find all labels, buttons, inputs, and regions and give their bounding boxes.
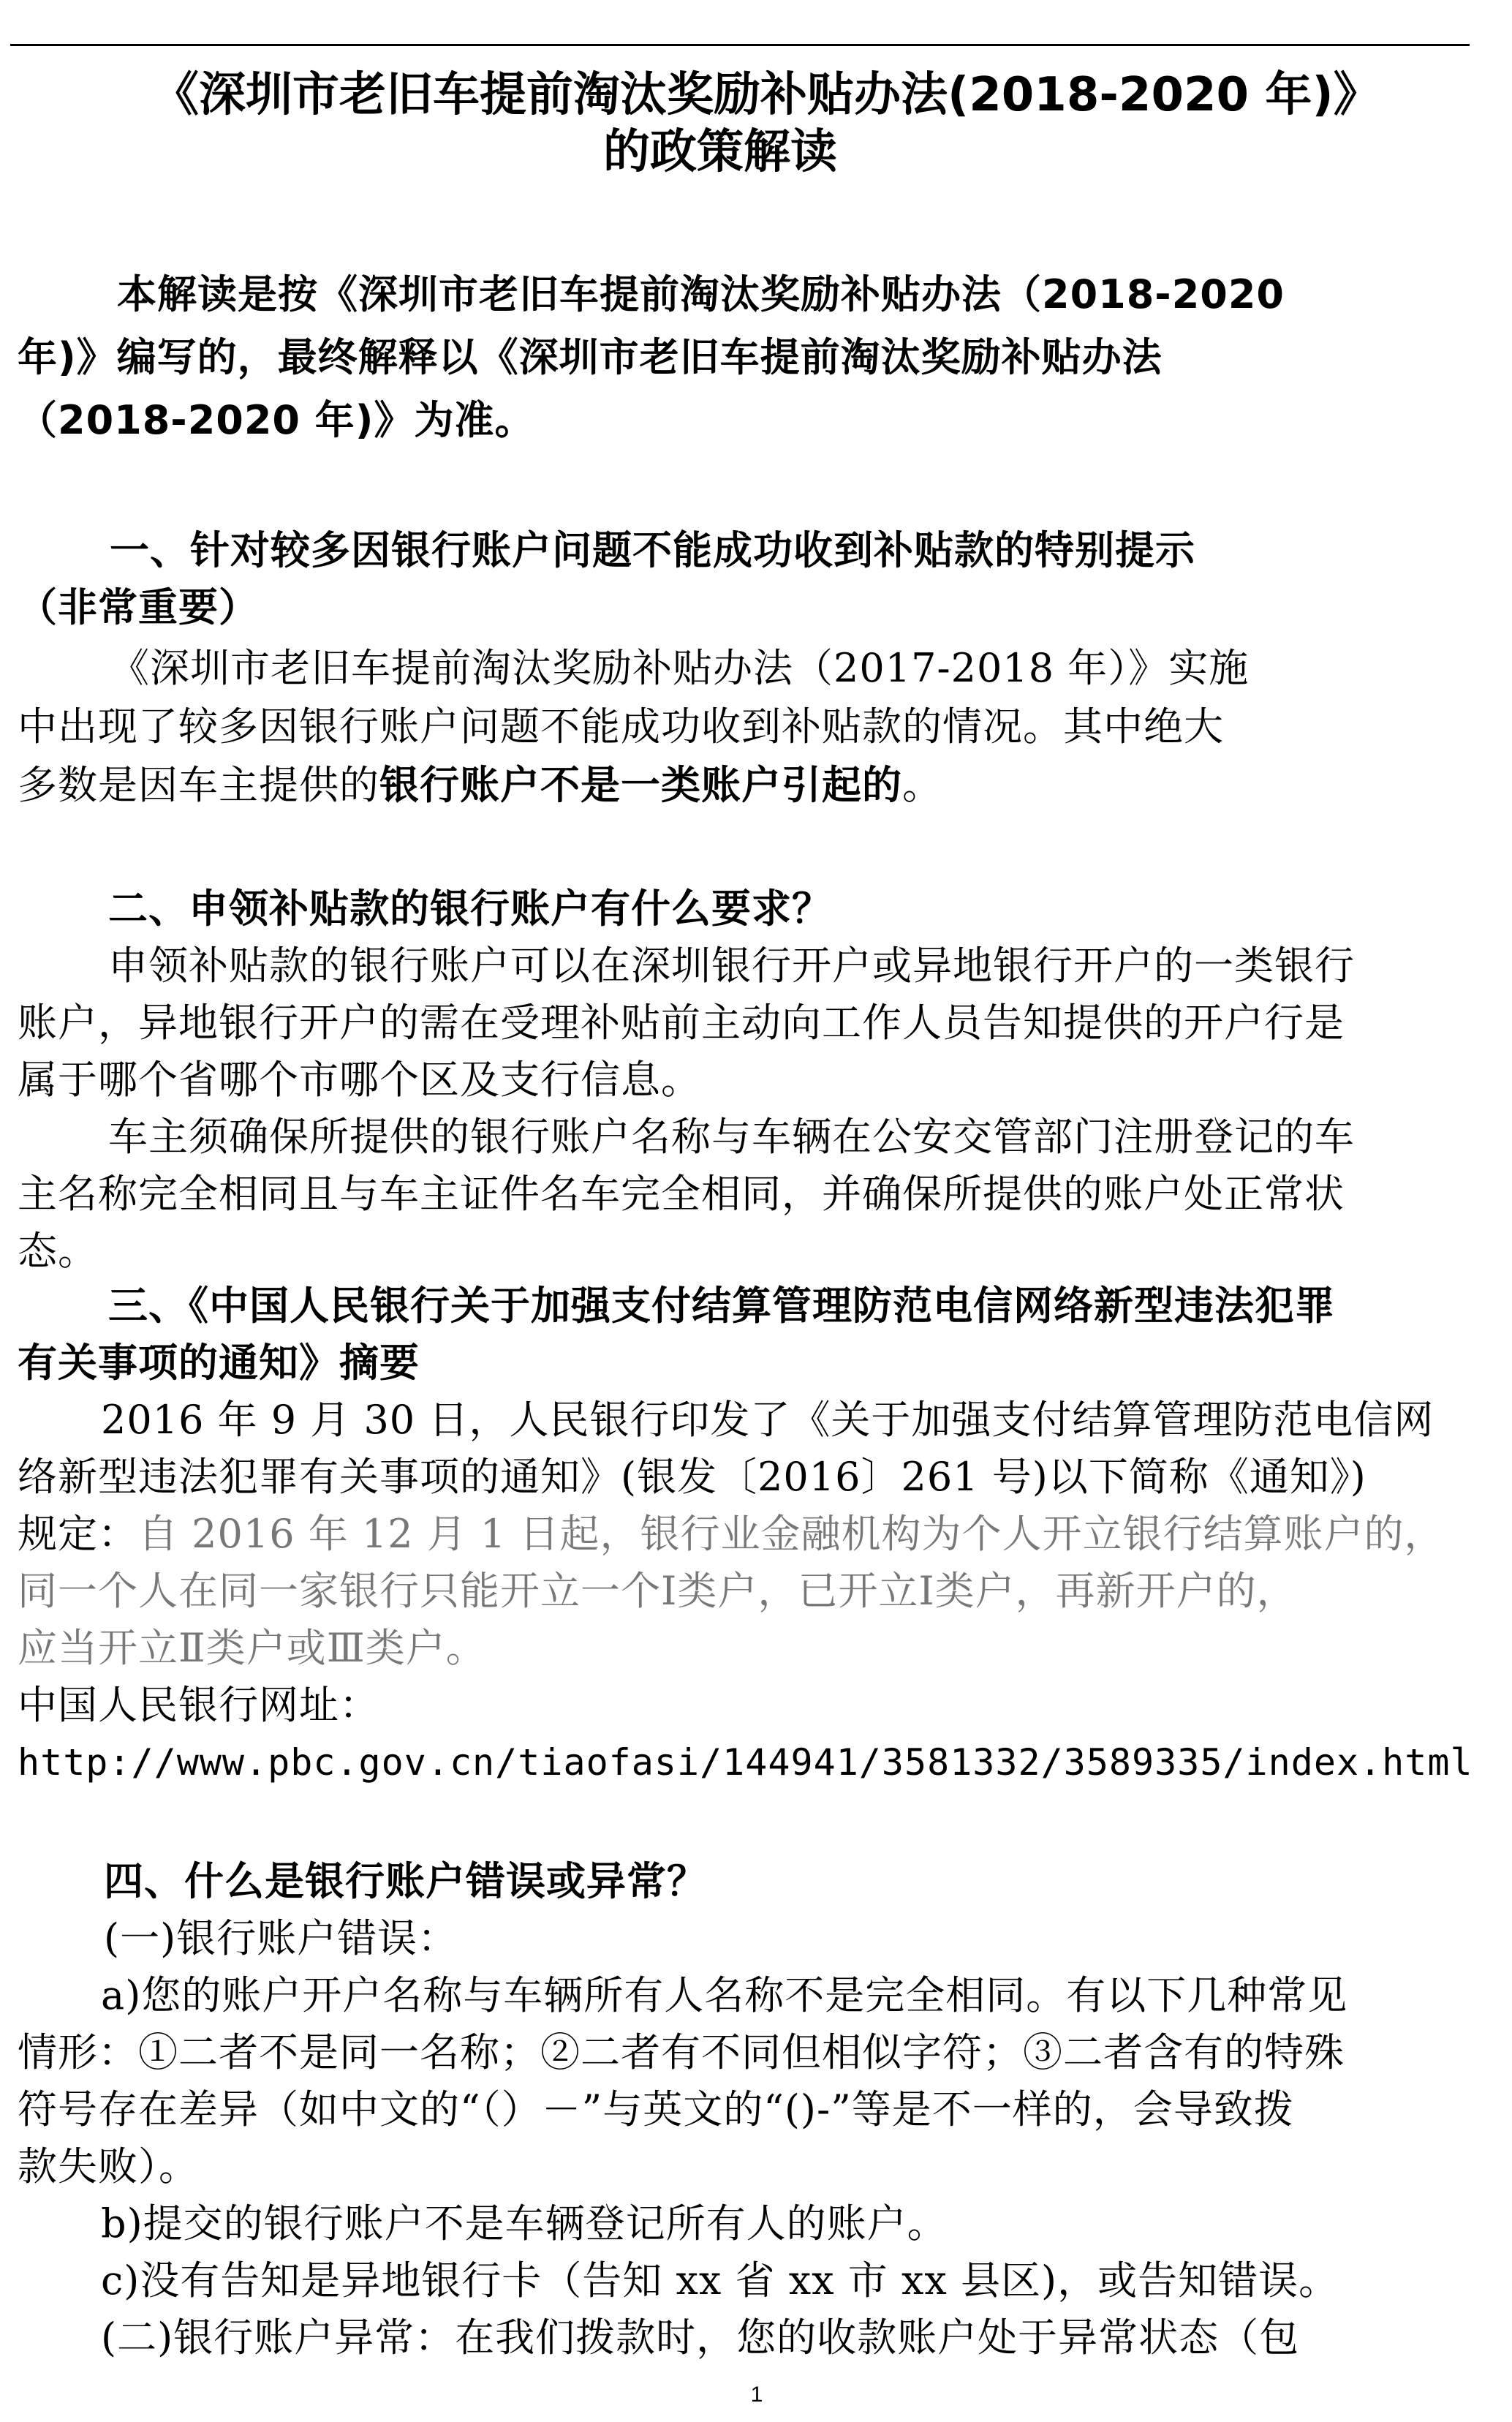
section3-rule-prefix: 规定： <box>18 1511 138 1557</box>
intro-line-3: （2018-2020 年)》为准。 <box>18 397 535 443</box>
section3-body-line-1: 2016 年 9 月 30 日，人民银行印发了《关于加强支付结算管理防范电信网 <box>101 1397 1434 1443</box>
section1-body-line-1: 《深圳市老旧车提前淘汰奖励补贴办法（2017-2018 年）》实施 <box>110 645 1250 691</box>
section3-heading-line-1: 三、《中国人民银行关于加强支付结算管理防范电信网络新型违法犯罪 <box>108 1283 1335 1329</box>
pbc-website-link[interactable]: http://www.pbc.gov.cn/tiaofasi/144941/3581332/3589335/index.html <box>18 1741 1473 1784</box>
section2-heading: 二、申领补贴款的银行账户有什么要求？ <box>108 886 832 932</box>
section2-body-line-4: 车主须确保所提供的银行账户名称与车辆在公安交管部门注册登记的车 <box>108 1114 1355 1160</box>
section2-body-line-2: 账户，异地银行开户的需在受理补贴前主动向工作人员告知提供的开户行是 <box>18 1000 1345 1046</box>
section1-body-prefix: 多数是因车主提供的 <box>18 762 379 808</box>
section3-heading-line-2: 有关事项的通知》摘要 <box>18 1340 420 1386</box>
section2-body-line-6: 态。 <box>18 1228 98 1274</box>
section1-body-emphasis: 银行账户不是一类账户引起的 <box>379 762 902 808</box>
section4-item-b: b)提交的银行账户不是车辆登记所有人的账户。 <box>101 2200 948 2246</box>
section3-rule-line-3: 应当开立Ⅱ类户或Ⅲ类户。 <box>18 1625 486 1671</box>
intro-line-2: 年)》编写的，最终解释以《深圳市老旧车提前淘汰奖励补贴办法 <box>18 334 1163 380</box>
section2-body-line-5: 主名称完全相同且与车主证件名车完全相同，并确保所提供的账户处正常状 <box>18 1171 1345 1217</box>
section2-body-line-3: 属于哪个省哪个市哪个区及支行信息。 <box>18 1057 701 1103</box>
section1-heading-line-1: 一、针对较多因银行账户问题不能成功收到补贴款的特别提示 <box>110 527 1195 573</box>
section4-sub2: (二)银行账户异常：在我们拨款时，您的收款账户处于异常状态（包 <box>101 2315 1300 2361</box>
document-title-line-1: 《深圳市老旧车提前淘汰奖励补贴办法(2018-2020 年)》 <box>152 68 1380 122</box>
section3-rule-quote-1: 自 2016 年 12 月 1 日起，银行业金融机构为个人开立银行结算账户的， <box>138 1511 1445 1557</box>
section4-item-c: c)没有告知是异地银行卡（告知 xx 省 xx 市 xx 县区)，或告知错误。 <box>101 2257 1339 2304</box>
section3-rule-line-1 <box>18 1506 1444 1562</box>
header-rule <box>10 44 1470 46</box>
section4-item-a-line-4: 款失败）。 <box>18 2143 199 2189</box>
section4-item-a-line-3: 符号存在差异（如中文的“（）－”与英文的“()-”等是不一样的，会导致拨 <box>18 2086 1294 2132</box>
intro-line-1: 本解读是按《深圳市老旧车提前淘汰奖励补贴办法（2018-2020 <box>117 271 1285 317</box>
section3-rule-line-2: 同一个人在同一家银行只能开立一个Ⅰ类户，已开立Ⅰ类户，再新开户的， <box>18 1568 1297 1614</box>
document-title-line-2: 的政策解读 <box>603 125 837 179</box>
section4-heading: 四、什么是银行账户错误或异常？ <box>104 1858 707 1904</box>
page-number: 1 <box>750 2383 763 2407</box>
section1-heading-line-2: （非常重要） <box>18 584 259 630</box>
section4-sub1-heading: (一)银行账户错误： <box>104 1915 458 1961</box>
section4-item-a-line-1: a)您的账户开户名称与车辆所有人名称不是完全相同。有以下几种常见 <box>101 1972 1348 2018</box>
section1-body-suffix: 。 <box>902 762 942 808</box>
section1-body-line-3 <box>18 758 942 813</box>
section3-body-line-2: 络新型违法犯罪有关事项的通知》(银发〔2016〕261 号)以下简称《通知》) <box>18 1454 1367 1500</box>
pbc-website-label: 中国人民银行网址： <box>18 1682 379 1728</box>
section2-body-line-1: 申领补贴款的银行账户可以在深圳银行开户或异地银行开户的一类银行 <box>108 943 1355 989</box>
section1-body-line-2: 中出现了较多因银行账户问题不能成功收到补贴款的情况。其中绝大 <box>18 703 1224 750</box>
section4-item-a-line-2: 情形：①二者不是同一名称；②二者有不同但相似字符；③二者含有的特殊 <box>18 2029 1345 2075</box>
